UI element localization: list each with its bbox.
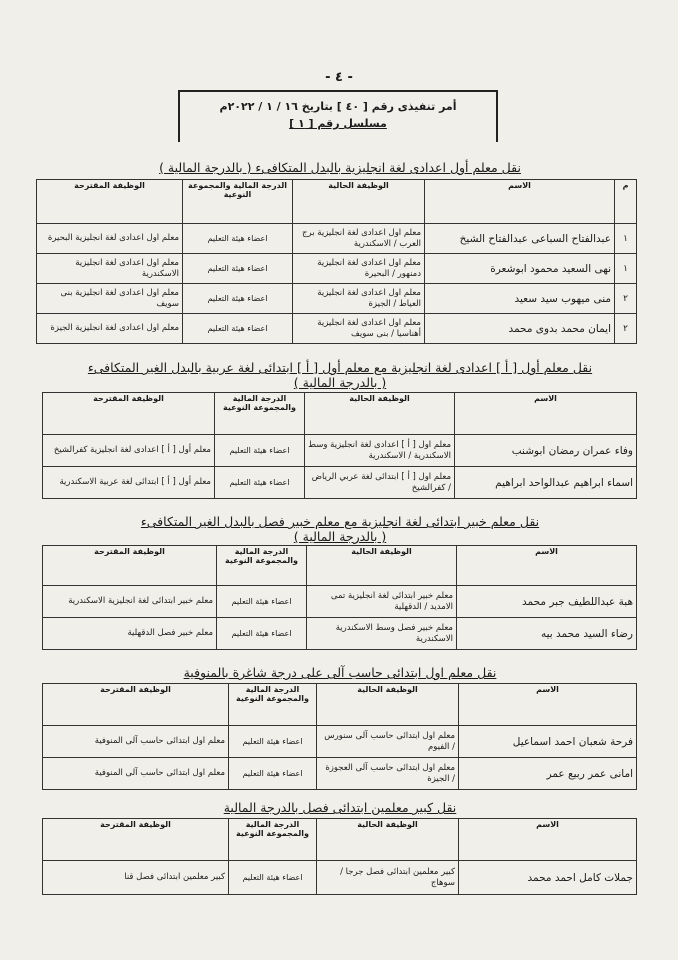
section-title-text: نقل كبير معلمين ابتدائى فصل بالدرجة المالية bbox=[223, 800, 457, 815]
row-grade: اعضاء هيئة التعليم bbox=[183, 284, 293, 314]
row-proposed-job: معلم اول اعدادى لغة انجليزية البحيرة bbox=[37, 224, 183, 254]
row-grade: اعضاء هيئة التعليم bbox=[215, 435, 305, 467]
page-number: - ٤ - bbox=[325, 70, 353, 85]
section-3-table bbox=[42, 545, 637, 650]
row-grade: اعضاء هيئة التعليم bbox=[217, 618, 307, 650]
col-current-header: الوظيفة الحالية bbox=[307, 546, 457, 586]
col-proposed-header: الوظيفة المقترحة bbox=[37, 180, 183, 224]
col-name-header: الاسم bbox=[455, 393, 637, 435]
order-number: ٤٠ bbox=[345, 100, 360, 113]
row-num: ٢ bbox=[615, 284, 637, 314]
section-title-text: ( بالدرجة المالية ) bbox=[293, 529, 387, 544]
section-title-text: نقل معلم اول ابتدائى حاسب آلى على درجة شاغرة بالمنوفية bbox=[183, 665, 497, 680]
col-grade-header: الدرجة المالية والمجموعة النوعية bbox=[229, 819, 317, 861]
order-date-label: ] بتاريخ bbox=[301, 100, 342, 113]
row-current-job: معلم اول [ أ ] اعدادى لغة انجليزية وسط الاسكندرية / الاسكندرية bbox=[305, 435, 455, 467]
table-row bbox=[43, 467, 637, 499]
row-name: فرحة شعبان احمد اسماعيل bbox=[459, 726, 637, 758]
section-2-table bbox=[42, 392, 637, 499]
table-row bbox=[37, 284, 637, 314]
row-name: رضاء السيد محمد بيه bbox=[457, 618, 637, 650]
row-grade: اعضاء هيئة التعليم bbox=[183, 224, 293, 254]
row-current-job: معلم خبير ابتدائى لغة انجليزية تمى الامديد / الدقهلية bbox=[307, 586, 457, 618]
order-line bbox=[180, 98, 496, 115]
row-name: جملات كامل احمد محمد bbox=[459, 861, 637, 895]
order-date: ١٦ / ١ / ٢٠٢٢م bbox=[219, 100, 298, 113]
col-grade-header: الدرجة المالية والمجموعة النوعية bbox=[183, 180, 293, 224]
col-current-header: الوظيفة الحالية bbox=[317, 819, 459, 861]
section-title-text: ( بالدرجة المالية ) bbox=[293, 375, 387, 390]
row-grade: اعضاء هيئة التعليم bbox=[183, 254, 293, 284]
table-row bbox=[43, 726, 637, 758]
row-grade: اعضاء هيئة التعليم bbox=[229, 861, 317, 895]
row-name: هبة عبداللطيف جبر محمد bbox=[457, 586, 637, 618]
col-name-header: الاسم bbox=[457, 546, 637, 586]
col-current-header: الوظيفة الحالية bbox=[317, 684, 459, 726]
row-proposed-job: معلم أول [ أ ] اعدادى لغة انجليزية كفرالشيخ bbox=[43, 435, 215, 467]
row-current-job: كبير معلمين ابتدائى فصل جرجا / سوهاج bbox=[317, 861, 459, 895]
row-num: ١ bbox=[615, 254, 637, 284]
col-proposed-header: الوظيفة المقترحة bbox=[43, 546, 217, 586]
col-grade-header: الدرجة المالية والمجموعة النوعية bbox=[215, 393, 305, 435]
row-name: امانى عمر ربيع عمر bbox=[459, 758, 637, 790]
row-proposed-job: معلم اول اعدادى لغة انجليزية الجيزة bbox=[37, 314, 183, 344]
section-1-title bbox=[40, 160, 640, 175]
row-name: نهى السعيد محمود ابوشعرة bbox=[425, 254, 615, 284]
row-current-job: معلم اول ابتدائى حاسب آلى العجوزة / الجيزة bbox=[317, 758, 459, 790]
col-proposed-header: الوظيفة المقترحة bbox=[43, 684, 229, 726]
table-row bbox=[43, 861, 637, 895]
row-grade: اعضاء هيئة التعليم bbox=[183, 314, 293, 344]
row-num: ١ bbox=[615, 224, 637, 254]
col-current-header: الوظيفة الحالية bbox=[305, 393, 455, 435]
section-title-text: نقل معلم خبير ابتدائى لغة انجليزية مع معلم خبير فصل بالبدل الغير المتكافىء bbox=[140, 514, 540, 529]
row-name: ايمان محمد بدوى محمد bbox=[425, 314, 615, 344]
row-proposed-job: معلم خبير ابتدائى لغة انجليزية الاسكندرية bbox=[43, 586, 217, 618]
row-current-job: معلم اول اعدادى لغة انجليزية دمنهور / البحيرة bbox=[293, 254, 425, 284]
col-proposed-header: الوظيفة المقترحة bbox=[43, 819, 229, 861]
section-3-title bbox=[40, 514, 640, 544]
row-proposed-job: معلم اول اعدادى لغة انجليزية الاسكندرية bbox=[37, 254, 183, 284]
row-name: اسماء ابراهيم عبدالواحد ابراهيم bbox=[455, 467, 637, 499]
col-current-header: الوظيفة الحالية bbox=[293, 180, 425, 224]
col-name-header: الاسم bbox=[425, 180, 615, 224]
section-4-title bbox=[40, 665, 640, 680]
row-proposed-job: معلم اول ابتدائى حاسب آلى المنوفية bbox=[43, 726, 229, 758]
table-row bbox=[43, 586, 637, 618]
row-current-job: معلم خبير فصل وسط الاسكندرية الاسكندرية bbox=[307, 618, 457, 650]
section-1-table bbox=[36, 179, 637, 344]
col-proposed-header: الوظيفة المقترحة bbox=[43, 393, 215, 435]
row-name: وفاء عمران رمضان ابوشنب bbox=[455, 435, 637, 467]
row-proposed-job: كبير معلمين ابتدائى فصل قنا bbox=[43, 861, 229, 895]
row-proposed-job: معلم اول اعدادى لغة انجليزية بنى سويف bbox=[37, 284, 183, 314]
section-5-table bbox=[42, 818, 637, 895]
col-name-header: الاسم bbox=[459, 819, 637, 861]
row-current-job: معلم اول ابتدائى حاسب آلى سنورس / الفيوم bbox=[317, 726, 459, 758]
serial-line: مسلسل رقم [ ١ ] bbox=[289, 117, 387, 130]
row-num: ٢ bbox=[615, 314, 637, 344]
row-current-job: معلم اول [ أ ] ابتدائى لغة عربي الرياض / كفرالشيخ bbox=[305, 467, 455, 499]
section-title-text: نقل معلم أول [ أ ] اعدادى لغة انجليزية مع معلم أول [ أ ] ابتدائى لغة عربية بالبدل الغير المتكافىء bbox=[87, 360, 593, 375]
table-row bbox=[43, 758, 637, 790]
row-proposed-job: معلم أول [ أ ] ابتدائى لغة عربية الاسكندرية bbox=[43, 467, 215, 499]
order-prefix: أمر تنفيذى رقم [ bbox=[362, 100, 457, 113]
row-grade: اعضاء هيئة التعليم bbox=[229, 758, 317, 790]
col-num-header: م bbox=[615, 180, 637, 224]
row-name: منى ميهوب سيد سعيد bbox=[425, 284, 615, 314]
table-row bbox=[43, 618, 637, 650]
row-grade: اعضاء هيئة التعليم bbox=[217, 586, 307, 618]
order-header bbox=[178, 90, 498, 142]
row-grade: اعضاء هيئة التعليم bbox=[215, 467, 305, 499]
section-2-title bbox=[40, 360, 640, 390]
row-proposed-job: معلم خبير فصل الدقهلية bbox=[43, 618, 217, 650]
row-proposed-job: معلم اول ابتدائى حاسب آلى المنوفية bbox=[43, 758, 229, 790]
section-title-text: نقل معلم أول اعدادى لغة انجليزية بالبدل المتكافىء ( بالدرجة المالية ) bbox=[159, 160, 521, 175]
col-grade-header: الدرجة المالية والمجموعة النوعية bbox=[229, 684, 317, 726]
col-grade-header: الدرجة المالية والمجموعة النوعية bbox=[217, 546, 307, 586]
table-row bbox=[37, 224, 637, 254]
table-row bbox=[37, 314, 637, 344]
table-row bbox=[37, 254, 637, 284]
table-row bbox=[43, 435, 637, 467]
row-current-job: معلم اول اعدادى لغة انجليزية برج العرب / الاسكندرية bbox=[293, 224, 425, 254]
row-current-job: معلم اول اعدادى لغة انجليزية العياط / الجيزة bbox=[293, 284, 425, 314]
row-grade: اعضاء هيئة التعليم bbox=[229, 726, 317, 758]
col-name-header: الاسم bbox=[459, 684, 637, 726]
section-5-title bbox=[40, 800, 640, 815]
section-4-table bbox=[42, 683, 637, 790]
row-name: عبدالفتاح السباعى عبدالفتاح الشيخ bbox=[425, 224, 615, 254]
row-current-job: معلم اول اعدادى لغة انجليزية أهناسيا / بنى سويف bbox=[293, 314, 425, 344]
